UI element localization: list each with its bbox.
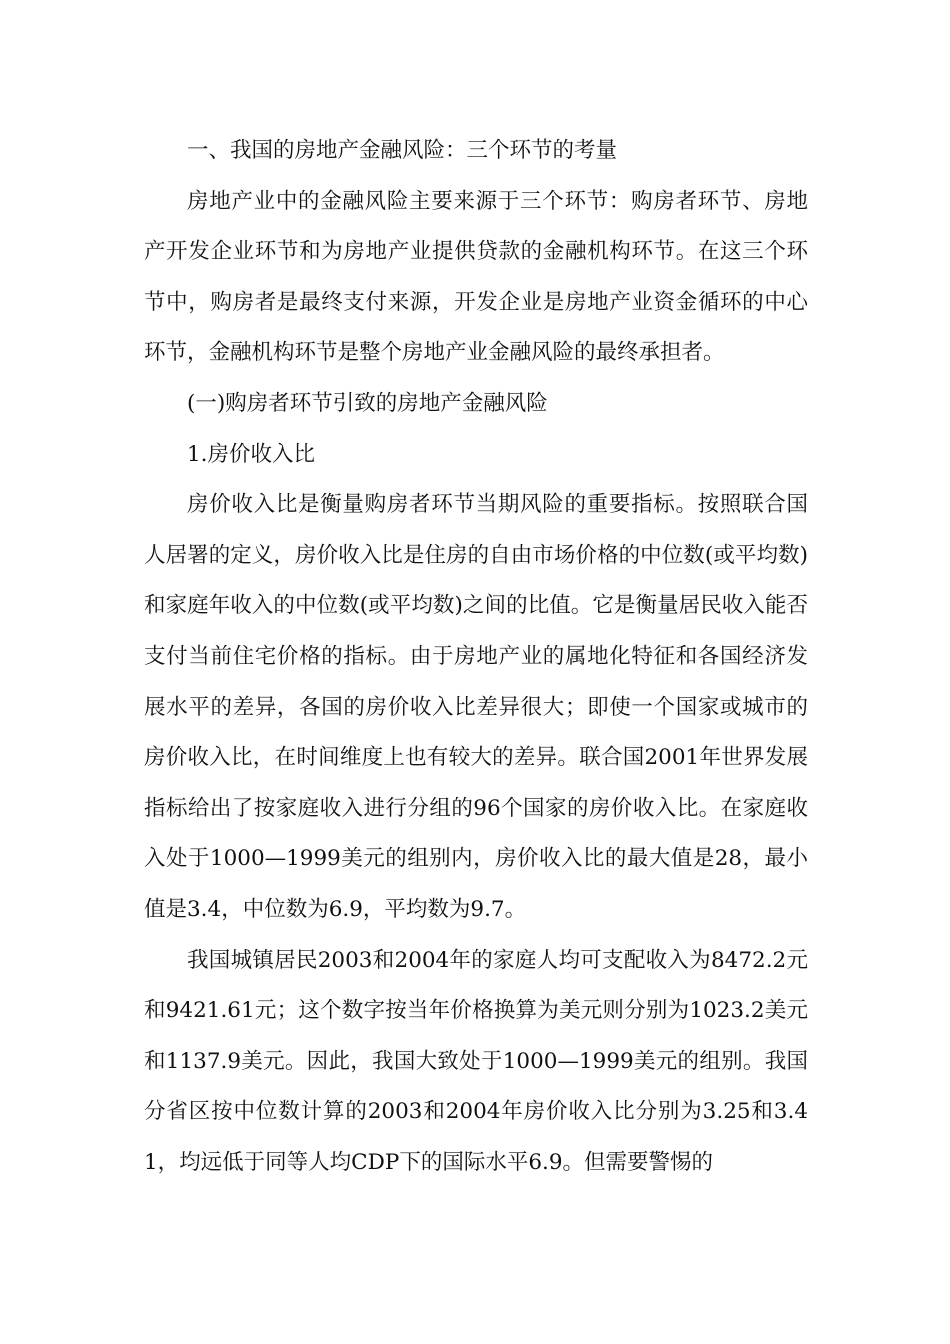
subsection-heading: (一)购房者环节引致的房地产金融风险 xyxy=(187,390,548,416)
paragraph-china-income: 我国城镇居民2003和2004年的家庭人均可支配收入为8472.2元和9421.61元；这个数字按当年价格换算为美元则分别为1023.2美元和1137.9美元。因此，我国大致处于1000—1999美元的组别。我国分省区按中位数计算的2003和2004年房价收入比分别为3.25和3.41，均远低于同等人均CDP下的国际水平6.9。但需要警惕的 xyxy=(144,947,808,1175)
document-body xyxy=(144,126,808,1188)
paragraph-ratio-definition: 房价收入比是衡量购房者环节当期风险的重要指标。按照联合国人居署的定义，房价收入比是住房的自由市场价格的中位数(或平均数)和家庭年收入的中位数(或平均数)之间的比值。它是衡量居民收入能否支付当前住宅价格的指标。由于房地产业的属地化特征和各国经济发展水平的差异，各国的房价收入比差异很大；即使一个国家或城市的房价收入比，在时间维度上也有较大的差异。联合国2001年世界发展指标给出了按家庭收入进行分组的96个国家的房价收入比。在家庭收入处于1000—1999美元的组别内，房价收入比的最大值是28，最小值是3.4，中位数为6.9，平均数为9.7。 xyxy=(144,492,808,922)
section-heading: 一、我国的房地产金融风险：三个环节的考量 xyxy=(187,138,618,163)
item-heading: 1.房价收入比 xyxy=(187,441,316,467)
paragraph-intro: 房地产业中的金融风险主要来源于三个环节：购房者环节、房地产开发企业环节和为房地产业提供贷款的金融机构环节。在这三个环节中，购房者是最终支付来源，开发企业是房地产业资金循环的中心环节，金融机构环节是整个房地产业金融风险的最终承担者。 xyxy=(144,188,808,366)
